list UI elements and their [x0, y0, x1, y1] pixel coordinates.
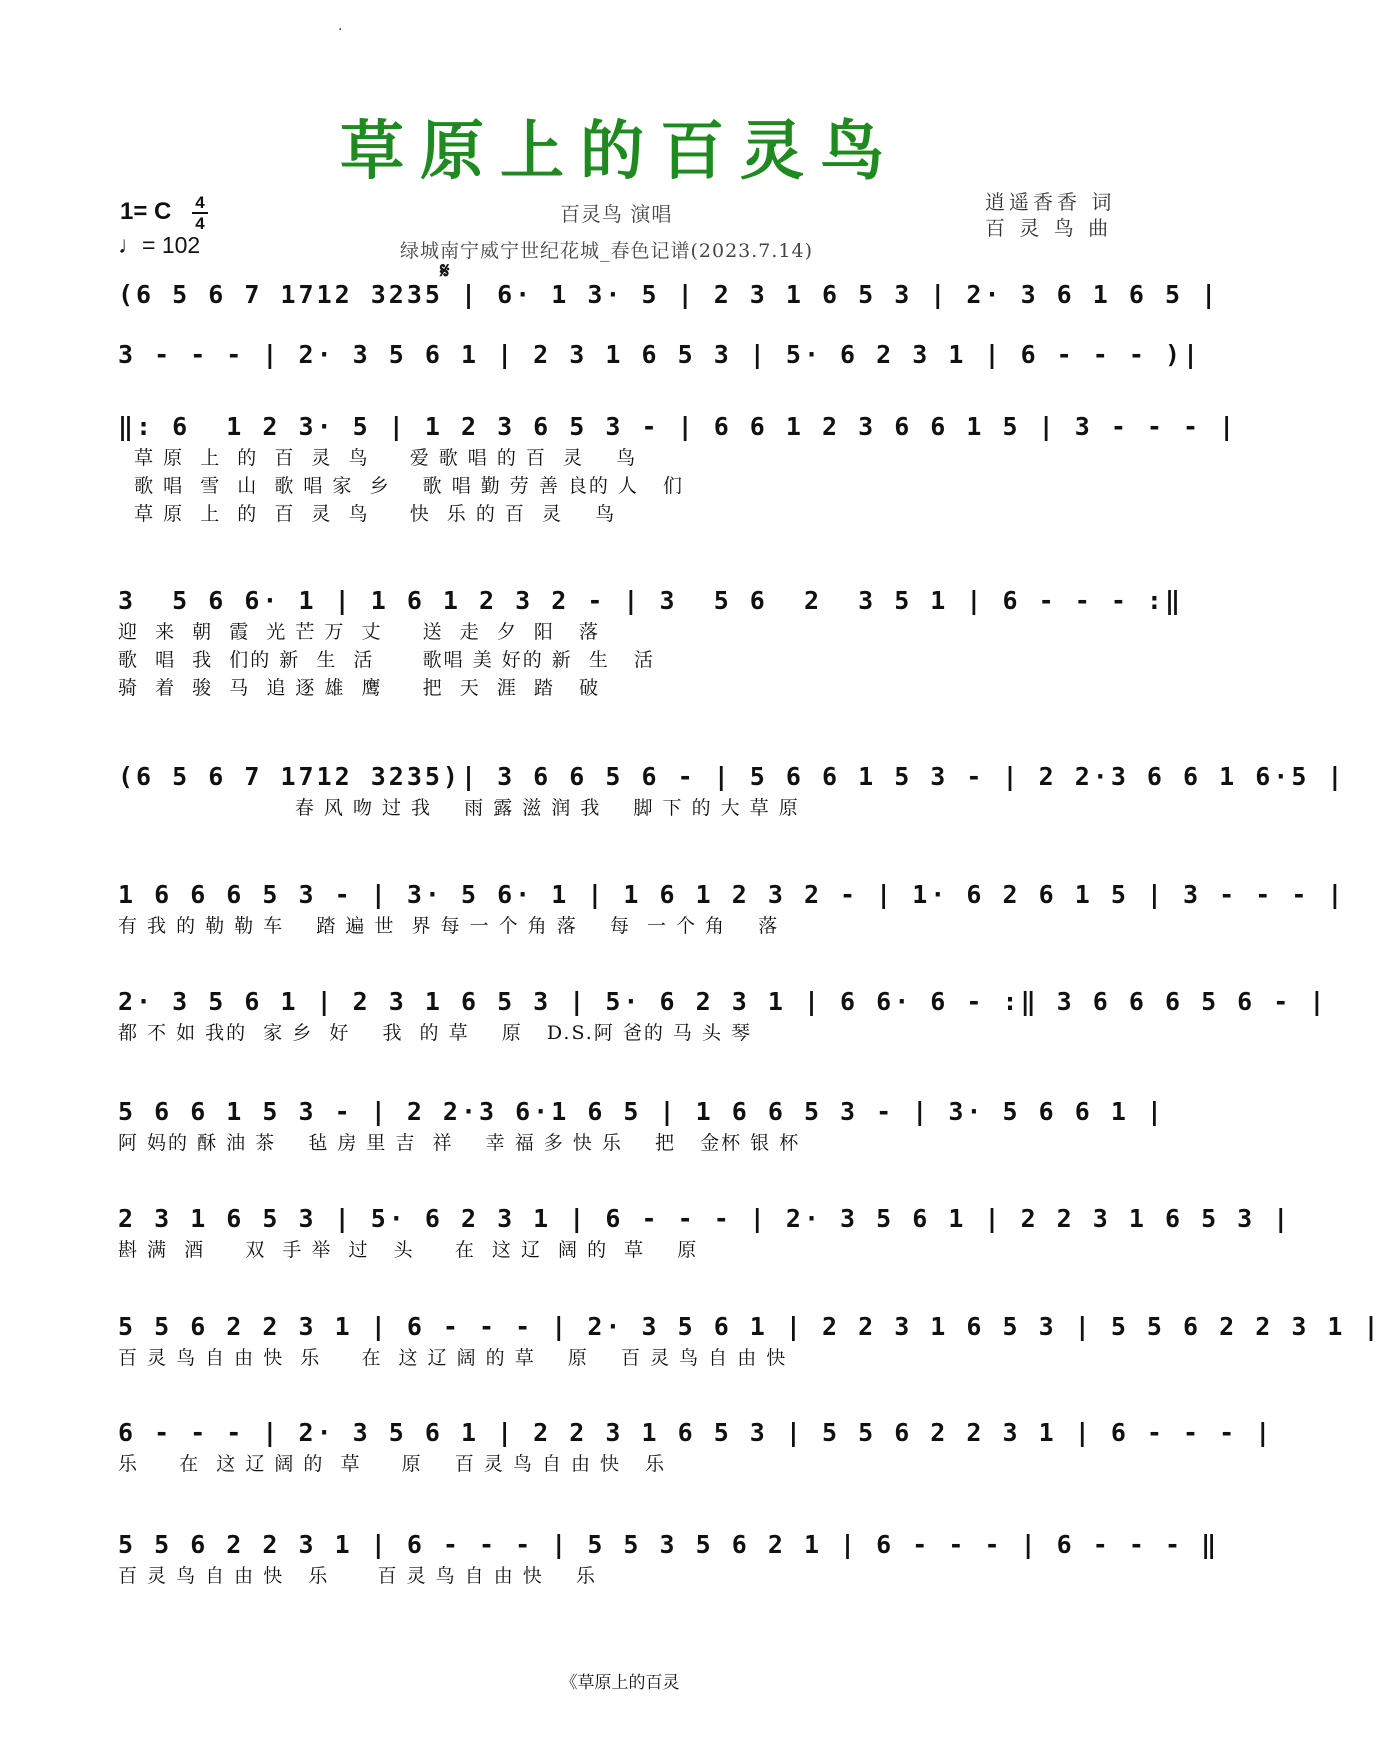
lyric-row: 骑 着 骏 马 追 逐 雄 鹰 把 天 涯 踏 破 [118, 677, 601, 699]
staff-line [118, 410, 1238, 528]
notation-row: 5 5 6 2 2 3 1 | 6 - - - | 5 5 3 5 6 2 1 | 6 - - - | 6 - - - ‖ [118, 1530, 1220, 1559]
staff-line [118, 338, 1202, 372]
segno-icon: 𝄋 [440, 258, 450, 284]
time-top: 4 [195, 193, 205, 212]
lyric-row: 百 灵 鸟 自 由 快 乐 百 灵 鸟 自 由 快 乐 [118, 1565, 597, 1587]
lyric-row: 斟 满 酒 双 手 举 过 头 在 这 辽 阔 的 草 原 [118, 1239, 699, 1261]
notation-row: ‖: 6 1 2 3· 5 | 1 2 3 6 5 3 - | 6 6 1 2 3 6 6 1 5 | 3 - - - | [118, 412, 1238, 441]
staff-line [118, 1416, 1274, 1478]
singer-credit: 百灵鸟 演唱 [560, 202, 673, 226]
page-title: 草原上的百灵鸟 [340, 114, 900, 189]
lyric-row: 歌 唱 我 们的 新 生 活 歌唱 美 好的 新 生 活 [118, 649, 655, 671]
staff-line [118, 878, 1346, 940]
header-dot: · [338, 22, 343, 38]
lyric-row: 阿 妈的 酥 油 茶 毡 房 里 吉 祥 幸 福 多 快 乐 把 金杯 银 杯 [118, 1132, 801, 1154]
lyric-row: 乐 在 这 辽 阔 的 草 原 百 灵 鸟 自 由 快 乐 [118, 1453, 667, 1475]
source-credit: 绿城南宁威宁世纪花城_春色记谱(2023.7.14) [400, 240, 814, 262]
lyric-row: 迎 来 朝 霞 光 芒 万 丈 送 走 夕 阳 落 [118, 621, 601, 643]
notation-row: 3 - - - | 2· 3 5 6 1 | 2 3 1 6 5 3 | 5· 6 2 3 1 | 6 - - - )| [118, 340, 1202, 369]
lyric-row: 歌 唱 雪 山 歌 唱 家 乡 歌 唱 勤 劳 善 良的 人 们 [118, 475, 685, 497]
notation-row: 2· 3 5 6 1 | 2 3 1 6 5 3 | 5· 6 2 3 1 | 6 6· 6 - :‖ 3 6 6 6 5 6 - | [118, 987, 1328, 1016]
lyric-row: 有 我 的 勒 勒 车 踏 遍 世 界 每 一 个 角 落 每 一 个 角 落 [118, 915, 780, 937]
tempo-value: = 102 [142, 232, 201, 258]
staff-line [118, 584, 1184, 702]
footer-title: 《草原上的百灵 [560, 1673, 680, 1692]
lyric-row: 草 原 上 的 百 灵 鸟 爱 歌 唱 的 百 灵 鸟 [118, 447, 638, 469]
time-signature [192, 194, 208, 232]
tempo-marking [118, 232, 200, 260]
notation-row: 3 5 6 6· 1 | 1 6 1 2 3 2 - | 3 5 6 2 3 5 1 | 6 - - - :‖ [118, 586, 1184, 615]
staff-line [118, 278, 1220, 312]
quarter-note-icon: ♩ [118, 232, 142, 259]
staff-line [118, 1095, 1165, 1157]
staff-line [118, 1202, 1292, 1264]
lyricist-credit: 逍遥香香 词 [985, 190, 1116, 214]
notation-row: 5 6 6 1 5 3 - | 2 2·3 6·1 6 5 | 1 6 6 5 3 - | 3· 5 6 6 1 | [118, 1097, 1165, 1126]
lyric-row: 都 不 如 我的 家 乡 好 我 的 草 原 D.S.阿 爸的 马 头 琴 [118, 1022, 753, 1044]
staff-line [118, 1310, 1382, 1372]
staff-line [118, 1528, 1220, 1590]
notation-row: 5 5 6 2 2 3 1 | 6 - - - | 2· 3 5 6 1 | 2 2 3 1 6 5 3 | 5 5 6 2 2 3 1 | [118, 1312, 1382, 1341]
notation-row: 1 6 6 6 5 3 - | 3· 5 6· 1 | 1 6 1 2 3 2 - | 1· 6 2 6 1 5 | 3 - - - | [118, 880, 1346, 909]
lyric-row: 草 原 上 的 百 灵 鸟 快 乐 的 百 灵 鸟 [118, 503, 617, 525]
lyric-row: 春 风 吻 过 我 雨 露 滋 润 我 脚 下 的 大 草 原 [118, 797, 800, 819]
staff-line [118, 760, 1346, 822]
staff-line [118, 985, 1328, 1047]
time-bottom: 4 [195, 214, 205, 233]
notation-row: (6 5 6 7 1712 3235)| 3 6 6 5 6 - | 5 6 6 1 5 3 - | 2 2·3 6 6 1 6·5 | [118, 762, 1346, 791]
composer-credit: 百 灵 鸟 曲 [985, 216, 1113, 240]
notation-row: 6 - - - | 2· 3 5 6 1 | 2 2 3 1 6 5 3 | 5 5 6 2 2 3 1 | 6 - - - | [118, 1418, 1274, 1447]
key-signature: 1= C [120, 198, 172, 225]
notation-row: 2 3 1 6 5 3 | 5· 6 2 3 1 | 6 - - - | 2· 3 5 6 1 | 2 2 3 1 6 5 3 | [118, 1204, 1292, 1233]
lyric-row: 百 灵 鸟 自 由 快 乐 在 这 辽 阔 的 草 原 百 灵 鸟 自 由 快 [118, 1347, 788, 1369]
notation-row: (6 5 6 7 1712 3235 | 6· 1 3· 5 | 2 3 1 6 5 3 | 2· 3 6 1 6 5 | [118, 280, 1220, 309]
